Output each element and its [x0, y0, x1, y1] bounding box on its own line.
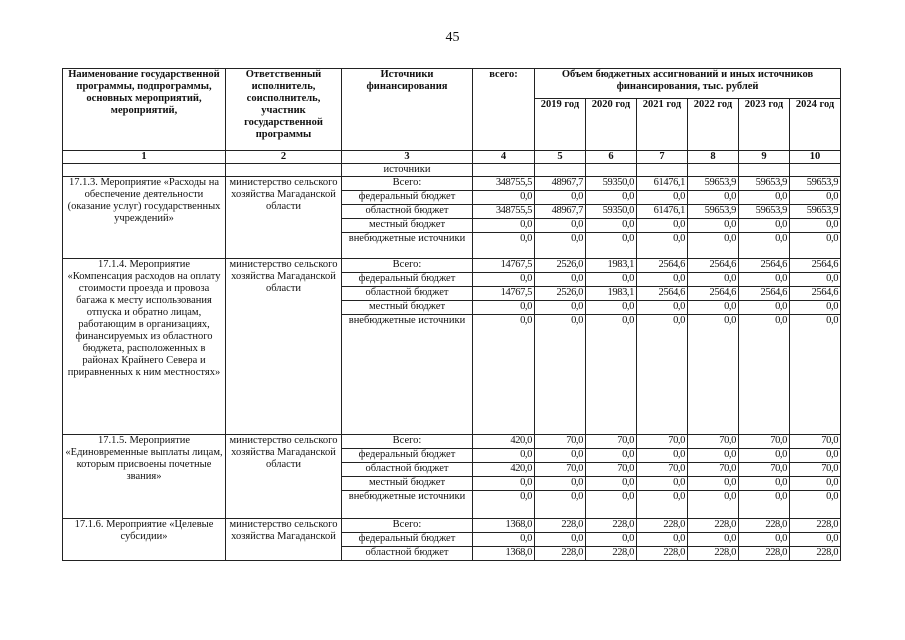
- year-value: 70,0: [535, 463, 586, 477]
- year-value: 0,0: [586, 477, 637, 491]
- funding-source: федеральный бюджет: [342, 273, 473, 287]
- total-value: 1368,0: [473, 547, 535, 561]
- activity-name: 17.1.6. Мероприятие «Целевые субсидии»: [63, 519, 226, 561]
- year-value: 228,0: [739, 519, 790, 533]
- year-value: 0,0: [637, 449, 688, 463]
- column-number-row: [63, 151, 841, 164]
- year-value: 0,0: [790, 191, 841, 205]
- funding-source: местный бюджет: [342, 301, 473, 315]
- total-value: 0,0: [473, 477, 535, 491]
- year-value: 2564,6: [790, 259, 841, 273]
- continuation-cell: [535, 164, 586, 177]
- year-value: 59653,9: [688, 177, 739, 191]
- year-value: 0,0: [535, 449, 586, 463]
- year-value: 0,0: [688, 273, 739, 287]
- year-value: 0,0: [739, 533, 790, 547]
- year-value: 1983,1: [586, 287, 637, 301]
- year-value: 59350,0: [586, 177, 637, 191]
- header-year-2023: 2023 год: [739, 99, 790, 151]
- continuation-cell: [637, 164, 688, 177]
- executor: министерство сельского хозяйства Магаданской области: [226, 177, 342, 259]
- continuation-cell: [586, 164, 637, 177]
- funding-source: федеральный бюджет: [342, 449, 473, 463]
- year-value: 0,0: [790, 315, 841, 435]
- header-year-2022: 2022 год: [688, 99, 739, 151]
- header-executor: Ответственный исполнитель, соисполнитель, участник государственной программы: [226, 69, 342, 151]
- year-value: 0,0: [790, 449, 841, 463]
- year-value: 2526,0: [535, 259, 586, 273]
- year-value: 70,0: [739, 463, 790, 477]
- column-number: 4: [473, 151, 535, 164]
- year-value: 2564,6: [637, 259, 688, 273]
- year-value: 70,0: [586, 463, 637, 477]
- year-value: 0,0: [739, 477, 790, 491]
- year-value: 59350,0: [586, 205, 637, 219]
- year-value: 0,0: [535, 315, 586, 435]
- year-value: 228,0: [790, 547, 841, 561]
- funding-source: федеральный бюджет: [342, 191, 473, 205]
- header-year-2019: 2019 год: [535, 99, 586, 151]
- year-value: 70,0: [790, 463, 841, 477]
- continuation-cell: [688, 164, 739, 177]
- year-value: 2564,6: [688, 287, 739, 301]
- year-value: 0,0: [535, 191, 586, 205]
- continuation-cell: [63, 164, 226, 177]
- funding-source: местный бюджет: [342, 219, 473, 233]
- activity-name: 17.1.3. Мероприятие «Расходы на обеспечение деятельности (оказание услуг) государственных учреждений»: [63, 177, 226, 259]
- year-value: 0,0: [535, 477, 586, 491]
- total-value: 420,0: [473, 463, 535, 477]
- funding-source: Всего:: [342, 519, 473, 533]
- year-value: 0,0: [586, 449, 637, 463]
- year-value: 228,0: [688, 547, 739, 561]
- executor: министерство сельского хозяйства Магаданской области: [226, 435, 342, 519]
- year-value: 0,0: [688, 449, 739, 463]
- funding-source: Всего:: [342, 435, 473, 449]
- year-value: 0,0: [688, 533, 739, 547]
- column-number: 3: [342, 151, 473, 164]
- year-value: 0,0: [739, 315, 790, 435]
- year-value: 70,0: [535, 435, 586, 449]
- funding-source: Всего:: [342, 259, 473, 273]
- year-value: 70,0: [637, 463, 688, 477]
- total-value: 0,0: [473, 273, 535, 287]
- year-value: 228,0: [586, 547, 637, 561]
- year-value: 0,0: [790, 477, 841, 491]
- continuation-cell: [473, 164, 535, 177]
- year-value: 0,0: [790, 273, 841, 287]
- header-year-2024: 2024 год: [790, 99, 841, 151]
- header-sources: Источники финансирования: [342, 69, 473, 151]
- budget-table: [62, 68, 841, 561]
- year-value: 61476,1: [637, 177, 688, 191]
- year-value: 0,0: [739, 449, 790, 463]
- table-body: [63, 151, 841, 561]
- year-value: 0,0: [637, 533, 688, 547]
- year-value: 0,0: [739, 273, 790, 287]
- column-number: 10: [790, 151, 841, 164]
- year-value: 59653,9: [739, 205, 790, 219]
- year-value: 59653,9: [790, 205, 841, 219]
- year-value: 0,0: [586, 219, 637, 233]
- total-value: 0,0: [473, 301, 535, 315]
- year-value: 2564,6: [739, 259, 790, 273]
- total-value: 14767,5: [473, 259, 535, 273]
- year-value: 0,0: [739, 219, 790, 233]
- executor: министерство сельского хозяйства Магаданской области: [226, 259, 342, 435]
- table-row: [63, 435, 841, 449]
- year-value: 1983,1: [586, 259, 637, 273]
- year-value: 228,0: [790, 519, 841, 533]
- year-value: 0,0: [637, 191, 688, 205]
- header-year-2020: 2020 год: [586, 99, 637, 151]
- year-value: 0,0: [535, 301, 586, 315]
- year-value: 228,0: [688, 519, 739, 533]
- table-row: [63, 259, 841, 273]
- total-value: 0,0: [473, 233, 535, 259]
- year-value: 0,0: [637, 301, 688, 315]
- year-value: 0,0: [637, 233, 688, 259]
- year-value: 0,0: [739, 191, 790, 205]
- year-value: 0,0: [790, 533, 841, 547]
- year-value: 70,0: [637, 435, 688, 449]
- year-value: 0,0: [688, 219, 739, 233]
- column-number: 8: [688, 151, 739, 164]
- year-value: 70,0: [688, 435, 739, 449]
- year-value: 0,0: [586, 191, 637, 205]
- year-value: 0,0: [790, 219, 841, 233]
- column-number: 6: [586, 151, 637, 164]
- year-value: 0,0: [688, 477, 739, 491]
- year-value: 0,0: [586, 533, 637, 547]
- year-value: 2526,0: [535, 287, 586, 301]
- column-number: 2: [226, 151, 342, 164]
- year-value: 228,0: [739, 547, 790, 561]
- year-value: 59653,9: [688, 205, 739, 219]
- funding-source: областной бюджет: [342, 463, 473, 477]
- funding-source: федеральный бюджет: [342, 533, 473, 547]
- continuation-cell: [226, 164, 342, 177]
- year-value: 2564,6: [688, 259, 739, 273]
- year-value: 2564,6: [790, 287, 841, 301]
- total-value: 0,0: [473, 533, 535, 547]
- year-value: 70,0: [739, 435, 790, 449]
- funding-source: областной бюджет: [342, 287, 473, 301]
- total-value: 14767,5: [473, 287, 535, 301]
- year-value: 0,0: [637, 477, 688, 491]
- year-value: 0,0: [688, 233, 739, 259]
- year-value: 0,0: [790, 233, 841, 259]
- funding-source: областной бюджет: [342, 547, 473, 561]
- year-value: 0,0: [535, 533, 586, 547]
- total-value: 0,0: [473, 491, 535, 519]
- year-value: 0,0: [637, 219, 688, 233]
- year-value: 2564,6: [739, 287, 790, 301]
- year-value: 0,0: [637, 491, 688, 519]
- year-value: 0,0: [739, 233, 790, 259]
- year-value: 0,0: [688, 315, 739, 435]
- year-value: 48967,7: [535, 177, 586, 191]
- year-value: 0,0: [586, 301, 637, 315]
- header-name: Наименование государственной программы, подпрограммы, основных мероприятий, мероприятий,: [63, 69, 226, 151]
- year-value: 0,0: [586, 233, 637, 259]
- funding-source: внебюджетные источники: [342, 233, 473, 259]
- year-value: 0,0: [790, 301, 841, 315]
- header-total: всего:: [473, 69, 535, 151]
- year-value: 59653,9: [739, 177, 790, 191]
- continuation-cell: [790, 164, 841, 177]
- total-value: 1368,0: [473, 519, 535, 533]
- year-value: 2564,6: [637, 287, 688, 301]
- year-value: 0,0: [535, 233, 586, 259]
- year-value: 228,0: [586, 519, 637, 533]
- page-number: 45: [445, 30, 460, 45]
- year-value: 0,0: [535, 273, 586, 287]
- year-value: 0,0: [637, 273, 688, 287]
- funding-source: внебюджетные источники: [342, 315, 473, 435]
- year-value: 228,0: [535, 547, 586, 561]
- header-year-2021: 2021 год: [637, 99, 688, 151]
- year-value: 0,0: [586, 273, 637, 287]
- year-value: 0,0: [637, 315, 688, 435]
- total-value: 420,0: [473, 435, 535, 449]
- activity-name: 17.1.5. Мероприятие «Единовременные выплаты лицам, которым присвоены почетные звания»: [63, 435, 226, 519]
- year-value: 0,0: [535, 219, 586, 233]
- year-value: 0,0: [739, 491, 790, 519]
- year-value: 0,0: [790, 491, 841, 519]
- year-value: 228,0: [637, 519, 688, 533]
- table-row: [63, 177, 841, 191]
- header-budget-group: Объем бюджетных ассигнований и иных источников финансирования, тыс. рублей: [535, 69, 841, 99]
- funding-source: областной бюджет: [342, 205, 473, 219]
- total-value: 348755,5: [473, 177, 535, 191]
- continuation-source: источники: [342, 164, 473, 177]
- funding-source: местный бюджет: [342, 477, 473, 491]
- funding-source: внебюджетные источники: [342, 491, 473, 519]
- funding-source: Всего:: [342, 177, 473, 191]
- column-number: 9: [739, 151, 790, 164]
- column-number: 1: [63, 151, 226, 164]
- total-value: 0,0: [473, 449, 535, 463]
- total-value: 0,0: [473, 219, 535, 233]
- year-value: 0,0: [586, 315, 637, 435]
- year-value: 70,0: [688, 463, 739, 477]
- year-value: 70,0: [586, 435, 637, 449]
- total-value: 0,0: [473, 191, 535, 205]
- column-number: 7: [637, 151, 688, 164]
- year-value: 0,0: [739, 301, 790, 315]
- year-value: 0,0: [586, 491, 637, 519]
- year-value: 59653,9: [790, 177, 841, 191]
- year-value: 61476,1: [637, 205, 688, 219]
- year-value: 228,0: [535, 519, 586, 533]
- year-value: 228,0: [637, 547, 688, 561]
- year-value: 0,0: [535, 491, 586, 519]
- year-value: 70,0: [790, 435, 841, 449]
- year-value: 48967,7: [535, 205, 586, 219]
- continuation-row: [63, 164, 841, 177]
- total-value: 0,0: [473, 315, 535, 435]
- total-value: 348755,5: [473, 205, 535, 219]
- continuation-cell: [739, 164, 790, 177]
- column-number: 5: [535, 151, 586, 164]
- year-value: 0,0: [688, 491, 739, 519]
- executor: министерство сельского хозяйства Магаданской: [226, 519, 342, 561]
- year-value: 0,0: [688, 301, 739, 315]
- table-row: [63, 519, 841, 533]
- year-value: 0,0: [688, 191, 739, 205]
- activity-name: 17.1.4. Мероприятие «Компенсация расходов на оплату стоимости проезда и провоза багажа к месту использования отпуска и обратно лицам, работающим в организациях, финансируемых из областного бюджета, расположенных в районах Крайнего Севера и приравненных к ним местностях»: [63, 259, 226, 435]
